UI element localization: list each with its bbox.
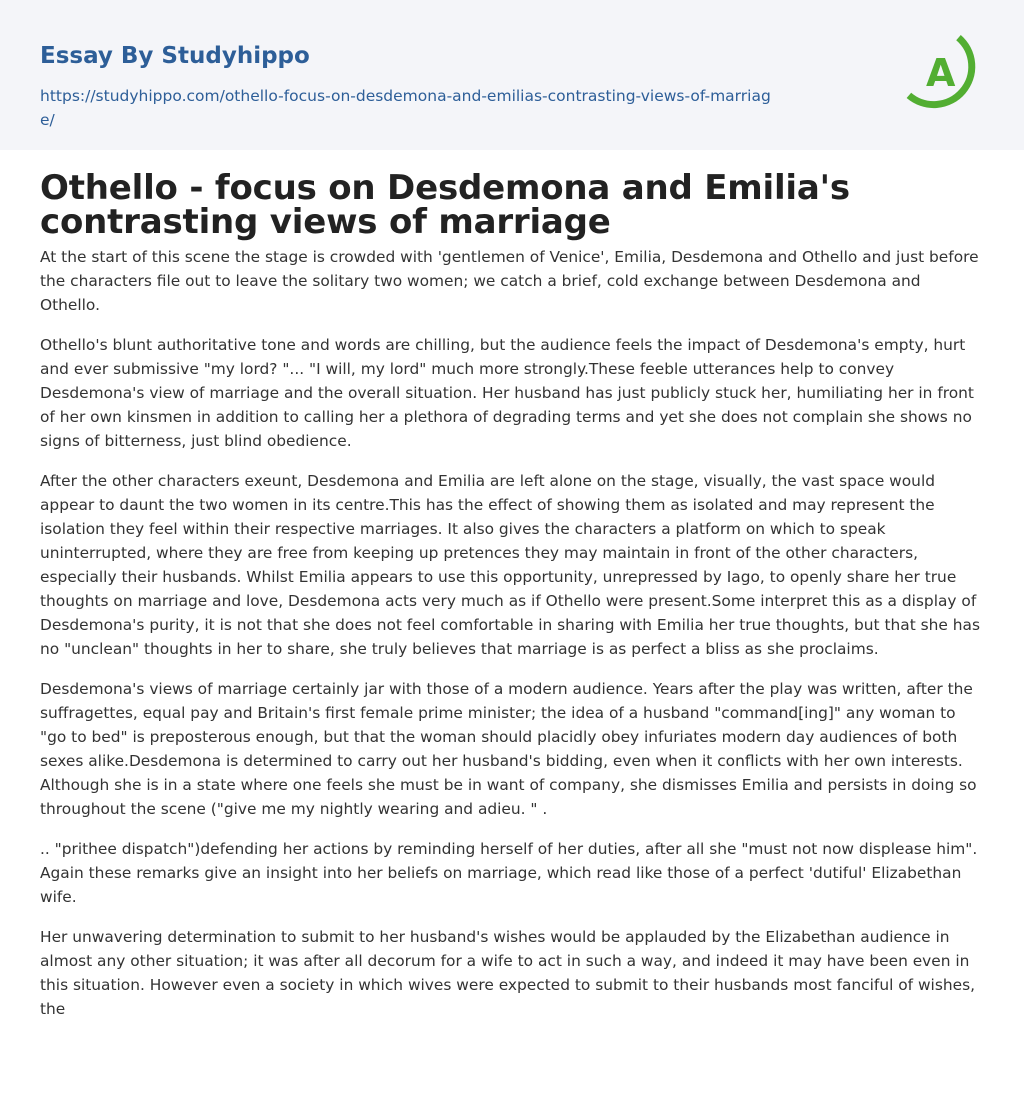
site-header bbox=[0, 0, 1024, 150]
studyhippo-logo-icon[interactable] bbox=[900, 29, 984, 115]
essay-paragraph-6: Her unwavering determination to submit to her husband's wishes would be applauded by the Elizabethan audience in almost any other situation; it was after all decorum for a wife to act in such a way, and indeed it may have been even in this situation. However even a society in which wives were expected to submit to their husbands most fanciful of wishes, the bbox=[40, 928, 975, 1018]
essay-paragraph-4: Desdemona's views of marriage certainly jar with those of a modern audience. Years after the play was written, after the suffragettes, equal pay and Britain's first female prime minister; the idea of a husband "command[ing]" any woman to "go to bed" is preposterous enough, but that the woman should placidly obey infuriates modern day audiences of both sexes alike.Desdemona is determined to carry out her husband's bidding, even when it conflicts with her own interests. Although she is in a state where one feels she must be in want of company, she dismisses Emilia and persists in doing so throughout the scene ("give me my nightly wearing and adieu. " . bbox=[40, 680, 977, 818]
essay-url-link[interactable]: https://studyhippo.com/othello-focus-on-desdemona-and-emilias-contrasting-views-of-marriage/ bbox=[40, 87, 771, 129]
essay-title: Othello - focus on Desdemona and Emilia's contrasting views of marriage bbox=[40, 168, 850, 242]
essay-content bbox=[0, 150, 1024, 1021]
site-brand[interactable]: Essay By Studyhippo bbox=[40, 43, 310, 69]
essay-paragraph-2: Othello's blunt authoritative tone and words are chilling, but the audience feels the impact of Desdemona's empty, hurt and ever submissive "my lord? "... "I will, my lord" much more strongly.These feeble utterances help to convey Desdemona's view of marriage and the overall situation. Her husband has just publicly stuck her, humiliating her in front of her own kinsmen in addition to calling her a plethora of degrading terms and yet she does not complain she shows no signs of bitterness, just blind obedience. bbox=[40, 336, 974, 450]
essay-paragraph-1: At the start of this scene the stage is crowded with 'gentlemen of Venice', Emilia, Desdemona and Othello and just before the characters file out to leave the solitary two women; we catch a brief, cold exchange between Desdemona and Othello. bbox=[40, 248, 979, 314]
essay-paragraph-5: .. "prithee dispatch")defending her actions by reminding herself of her duties, after all she "must not now displease him". Again these remarks give an insight into her beliefs on marriage, which read like those of a perfect 'dutiful' Elizabethan wife. bbox=[40, 840, 978, 906]
essay-paragraph-3: After the other characters exeunt, Desdemona and Emilia are left alone on the stage, visually, the vast space would appear to daunt the two women in its centre.This has the effect of showing them as isolated and may represent the isolation they feel within their respective marriages. It also gives the characters a platform on which to speak uninterrupted, where they are free from keeping up pretences they may maintain in front of the other characters, especially their husbands. Whilst Emilia appears to use this opportunity, unrepressed by Iago, to openly share her true thoughts on marriage and love, Desdemona acts very much as if Othello were present.Some interpret this as a display of Desdemona's purity, it is not that she does not feel comfortable in sharing with Emilia her true thoughts, but that she has no "unclean" thoughts in her to share, she truly believes that marriage is as perfect a bliss as she proclaims. bbox=[40, 472, 980, 658]
logo-letter: A bbox=[926, 51, 956, 95]
